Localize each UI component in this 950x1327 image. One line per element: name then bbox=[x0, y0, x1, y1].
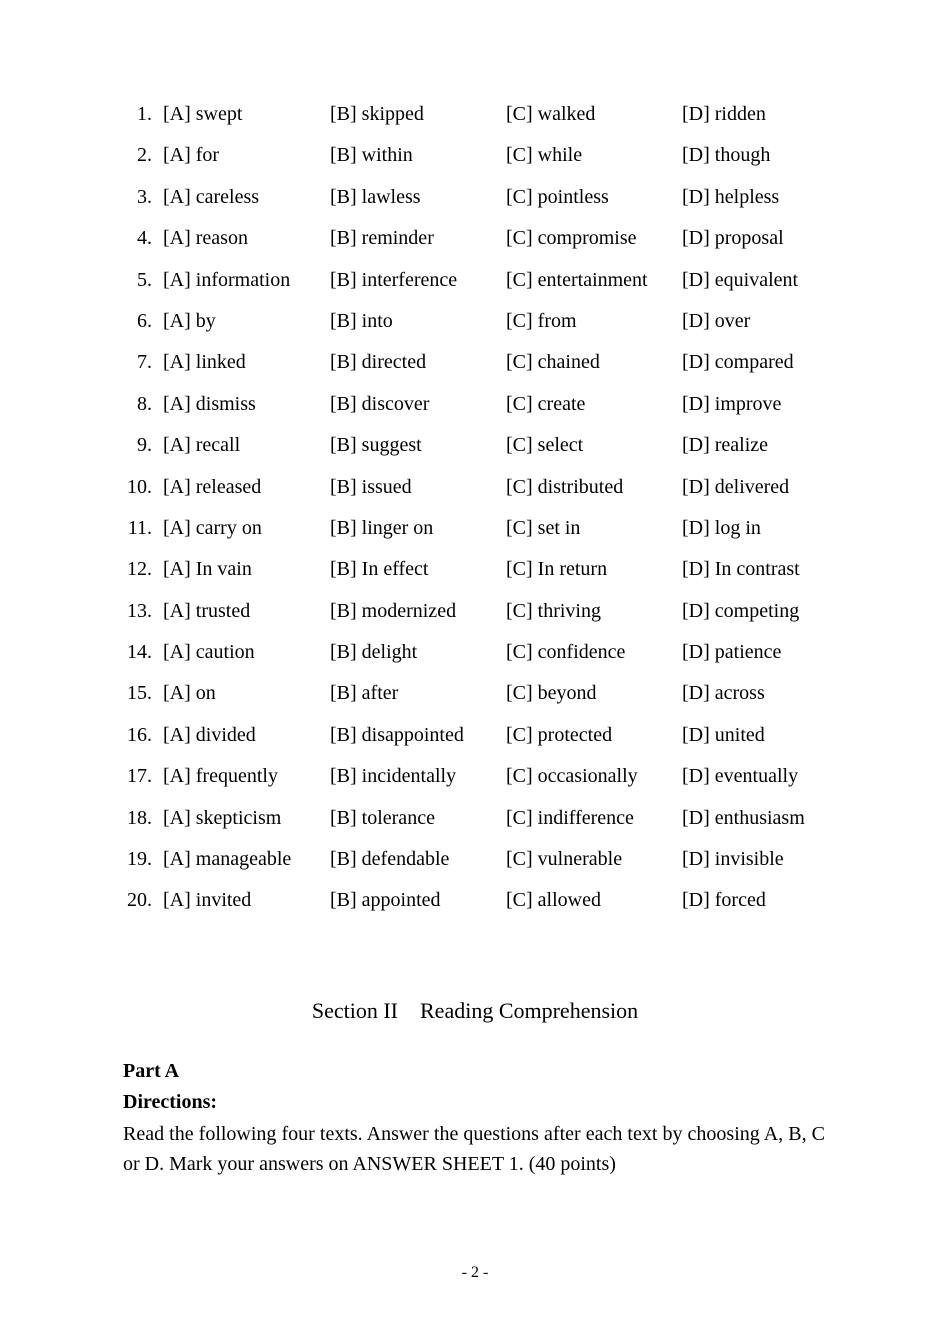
option-a: [A] dismiss bbox=[163, 392, 256, 415]
option-d: [D] competing bbox=[682, 599, 800, 622]
option-c: [C] create bbox=[506, 392, 586, 415]
question-number: 3. bbox=[137, 185, 152, 208]
option-a: [A] invited bbox=[163, 889, 252, 912]
option-b: [B] lawless bbox=[330, 185, 421, 208]
question-row bbox=[0, 715, 950, 756]
question-row bbox=[0, 384, 950, 425]
option-a: [A] frequently bbox=[163, 765, 278, 788]
option-b: [B] In effect bbox=[330, 558, 429, 581]
option-b: [B] issued bbox=[330, 475, 412, 498]
option-d: [D] over bbox=[682, 309, 751, 332]
option-c: [C] indifference bbox=[506, 806, 634, 829]
question-row bbox=[0, 798, 950, 839]
option-a: [A] In vain bbox=[163, 558, 252, 581]
question-number: 10. bbox=[127, 475, 152, 498]
question-number: 14. bbox=[127, 641, 152, 664]
option-c: [C] vulnerable bbox=[506, 848, 623, 871]
question-number: 19. bbox=[127, 848, 152, 871]
question-number: 5. bbox=[137, 268, 152, 291]
option-b: [B] suggest bbox=[330, 434, 422, 457]
option-a: [A] on bbox=[163, 682, 216, 705]
option-d: [D] compared bbox=[682, 351, 794, 374]
option-c: [C] walked bbox=[506, 103, 596, 125]
option-b: [B] reminder bbox=[330, 227, 434, 250]
question-number: 17. bbox=[127, 765, 152, 788]
directions-label: Directions: bbox=[123, 1091, 218, 1113]
option-b: [B] appointed bbox=[330, 889, 441, 912]
option-b: [B] into bbox=[330, 309, 393, 332]
option-a: [A] recall bbox=[163, 434, 241, 457]
question-row bbox=[0, 673, 950, 714]
option-b: [B] directed bbox=[330, 351, 427, 374]
option-c: [C] In return bbox=[506, 558, 608, 581]
option-b: [B] defendable bbox=[330, 848, 450, 871]
option-a: [A] skepticism bbox=[163, 806, 282, 829]
option-d: [D] log in bbox=[682, 516, 761, 539]
question-number: 2. bbox=[137, 144, 152, 167]
question-number: 7. bbox=[137, 351, 152, 374]
option-a: [A] careless bbox=[163, 185, 260, 208]
question-number: 9. bbox=[137, 434, 152, 457]
option-d: [D] enthusiasm bbox=[682, 806, 805, 829]
option-d: [D] equivalent bbox=[682, 268, 799, 291]
option-d: [D] In contrast bbox=[682, 558, 800, 581]
question-number: 11. bbox=[127, 516, 152, 539]
option-a: [A] for bbox=[163, 144, 220, 167]
option-c: [C] distributed bbox=[506, 475, 624, 498]
question-row bbox=[0, 632, 950, 673]
option-c: [C] allowed bbox=[506, 889, 601, 912]
page-number: - 2 - bbox=[461, 1264, 489, 1281]
question-number: 15. bbox=[127, 682, 152, 705]
part-heading: Part A bbox=[123, 1060, 180, 1082]
option-a: [A] manageable bbox=[163, 848, 292, 871]
option-c: [C] pointless bbox=[506, 185, 609, 208]
option-d: [D] delivered bbox=[682, 475, 790, 498]
option-b: [B] discover bbox=[330, 392, 430, 415]
option-c: [C] from bbox=[506, 309, 577, 332]
option-d: [D] improve bbox=[682, 392, 782, 415]
option-c: [C] select bbox=[506, 434, 584, 457]
question-row bbox=[0, 94, 950, 135]
option-b: [B] disappointed bbox=[330, 723, 464, 746]
option-b: [B] tolerance bbox=[330, 806, 435, 829]
option-a: [A] information bbox=[163, 268, 291, 291]
option-d: [D] forced bbox=[682, 889, 766, 912]
option-a: [A] trusted bbox=[163, 599, 251, 622]
option-d: [D] realize bbox=[682, 434, 769, 457]
option-a: [A] released bbox=[163, 475, 262, 498]
question-row bbox=[0, 549, 950, 590]
question-number: 4. bbox=[137, 227, 152, 250]
option-c: [C] set in bbox=[506, 516, 581, 539]
question-row bbox=[0, 591, 950, 632]
option-c: [C] beyond bbox=[506, 682, 597, 705]
question-number: 18. bbox=[127, 806, 152, 829]
option-b: [B] incidentally bbox=[330, 765, 457, 788]
option-b: [B] interference bbox=[330, 268, 458, 291]
directions-text: Read the following four texts. Answer the questions after each text by choosing A, B, C or D. Mark your answers on ANSWER SHEET 1. (40 points) bbox=[123, 1123, 825, 1175]
question-row bbox=[0, 880, 950, 921]
option-c: [C] compromise bbox=[506, 227, 637, 250]
option-a: [A] divided bbox=[163, 723, 256, 746]
option-c: [C] occasionally bbox=[506, 765, 638, 788]
option-b: [B] modernized bbox=[330, 599, 457, 622]
option-d: [D] patience bbox=[682, 641, 782, 664]
option-d: [D] helpless bbox=[682, 185, 780, 208]
option-a: [A] caution bbox=[163, 641, 255, 664]
question-number: 12. bbox=[127, 558, 152, 581]
question-number: 1. bbox=[137, 103, 152, 125]
question-row bbox=[0, 508, 950, 549]
question-number: 8. bbox=[137, 392, 152, 415]
option-b: [B] delight bbox=[330, 641, 418, 664]
option-d: [D] eventually bbox=[682, 765, 799, 788]
question-row bbox=[0, 301, 950, 342]
section-title: Section II Reading Comprehension bbox=[311, 998, 639, 1023]
question-row bbox=[0, 756, 950, 797]
option-b: [B] within bbox=[330, 144, 413, 167]
option-b: [B] skipped bbox=[330, 103, 424, 125]
option-a: [A] reason bbox=[163, 227, 248, 250]
question-row bbox=[0, 260, 950, 301]
option-d: [D] ridden bbox=[682, 103, 766, 125]
option-a: [A] by bbox=[163, 309, 216, 332]
option-d: [D] across bbox=[682, 682, 765, 705]
option-b: [B] linger on bbox=[330, 516, 434, 539]
question-row bbox=[0, 839, 950, 880]
option-c: [C] while bbox=[506, 144, 583, 167]
question-row bbox=[0, 425, 950, 466]
question-row bbox=[0, 218, 950, 259]
question-number: 16. bbox=[127, 723, 152, 746]
option-a: [A] carry on bbox=[163, 516, 262, 539]
option-c: [C] entertainment bbox=[506, 268, 648, 291]
question-row bbox=[0, 177, 950, 218]
option-d: [D] proposal bbox=[682, 227, 784, 250]
question-number: 13. bbox=[127, 599, 152, 622]
option-c: [C] thriving bbox=[506, 599, 601, 622]
option-c: [C] chained bbox=[506, 351, 600, 374]
question-number: 6. bbox=[137, 309, 152, 332]
question-row bbox=[0, 342, 950, 383]
option-a: [A] linked bbox=[163, 351, 246, 374]
option-a: [A] swept bbox=[163, 103, 243, 125]
option-c: [C] protected bbox=[506, 723, 613, 746]
option-b: [B] after bbox=[330, 682, 399, 705]
question-row bbox=[0, 135, 950, 176]
question-row bbox=[0, 467, 950, 508]
option-c: [C] confidence bbox=[506, 641, 626, 664]
option-d: [D] though bbox=[682, 144, 771, 167]
question-list bbox=[0, 94, 950, 922]
option-d: [D] united bbox=[682, 723, 765, 746]
option-d: [D] invisible bbox=[682, 848, 784, 871]
question-number: 20. bbox=[127, 889, 152, 912]
